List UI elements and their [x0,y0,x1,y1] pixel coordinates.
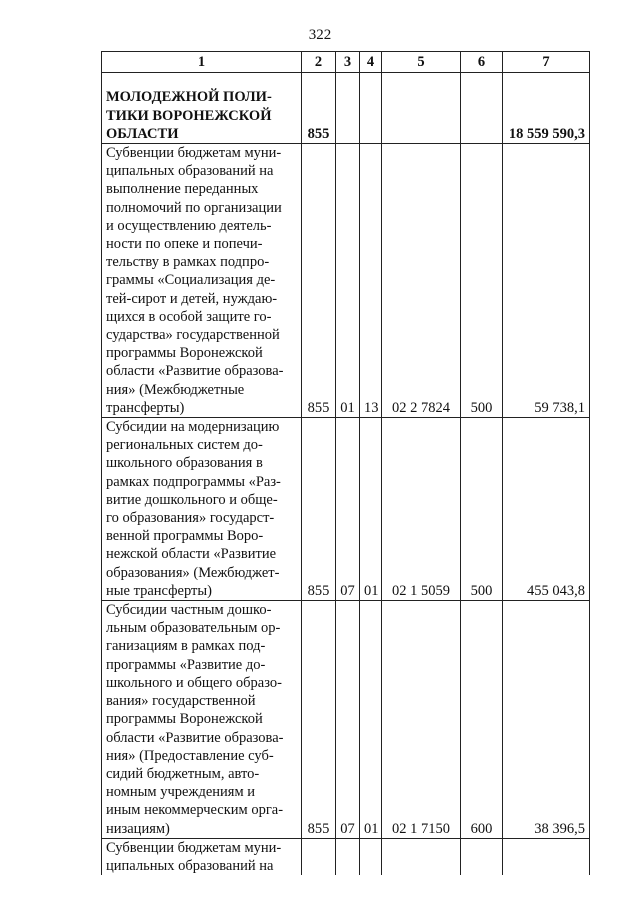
row-description: МОЛОДЕЖНОЙ ПОЛИ- ТИКИ ВОРОНЕЖСКОЙ ОБЛАСТИ [102,73,302,144]
cell-section [336,73,360,144]
header-cell: 4 [360,52,382,73]
cell-amount: 455 043,8 [503,418,590,601]
budget-table [101,51,590,875]
cell-subsection [360,838,382,875]
header-cell: 1 [102,52,302,73]
header-cell: 3 [336,52,360,73]
row-description: Субвенции бюджетам муни- ципальных образований на выполнение переданных полномочий по организации и осуществлению деятель- ности по опеке и попечи- тельству в рамках подпро- граммы «Социализация де- тей-сирот и детей, нуждаю- щихся в особой защите го- сударства» государственной программы Воронежской области «Развитие образова- ния» (Межбюджетные трансферты) [102,144,302,418]
cell-ministry-code: 855 [302,418,336,601]
row-description: Субвенции бюджетам муни- ципальных образований на [102,838,302,875]
cell-ministry-code [302,838,336,875]
cell-amount: 18 559 590,3 [503,73,590,144]
cell-ministry-code: 855 [302,73,336,144]
cell-target-article: 02 1 7150 [382,601,461,839]
table-row [102,838,590,875]
cell-subsection: 01 [360,601,382,839]
cell-section: 01 [336,144,360,418]
table-header-row [102,52,590,73]
cell-amount: 59 738,1 [503,144,590,418]
cell-expense-type [461,838,503,875]
header-cell: 2 [302,52,336,73]
cell-expense-type: 500 [461,418,503,601]
cell-target-article [382,73,461,144]
page-number: 322 [308,27,332,43]
row-description: Субсидии частным дошко- льным образовательным ор- ганизациям в рамках под- программы «Развитие до- школьного и общего образо- вания» государственной программы Воронежской области «Развитие образова- ния» (Предоставление суб- сидий бюджетным, авто- номным учреждениям и иным некоммерческим орга- низациям) [102,601,302,839]
header-cell: 7 [503,52,590,73]
cell-ministry-code: 855 [302,601,336,839]
table-row [102,144,590,418]
table-row [102,601,590,839]
cell-target-article [382,838,461,875]
header-cell: 5 [382,52,461,73]
cell-expense-type: 500 [461,144,503,418]
table-row [102,418,590,601]
cell-subsection [360,73,382,144]
cell-section [336,838,360,875]
cell-subsection: 01 [360,418,382,601]
cell-ministry-code: 855 [302,144,336,418]
table-row [102,73,590,144]
cell-target-article: 02 1 5059 [382,418,461,601]
cell-section: 07 [336,418,360,601]
cell-expense-type: 600 [461,601,503,839]
cell-amount: 38 396,5 [503,601,590,839]
cell-amount [503,838,590,875]
cell-expense-type [461,73,503,144]
header-cell: 6 [461,52,503,73]
cell-subsection: 13 [360,144,382,418]
cell-target-article: 02 2 7824 [382,144,461,418]
cell-section: 07 [336,601,360,839]
row-description: Субсидии на модернизацию региональных систем до- школьного образования в рамках подпрограммы «Раз- витие дошкольного и обще- го образования» государст- венной программы Воро- нежской области «Развитие образования» (Межбюджет- ные трансферты) [102,418,302,601]
